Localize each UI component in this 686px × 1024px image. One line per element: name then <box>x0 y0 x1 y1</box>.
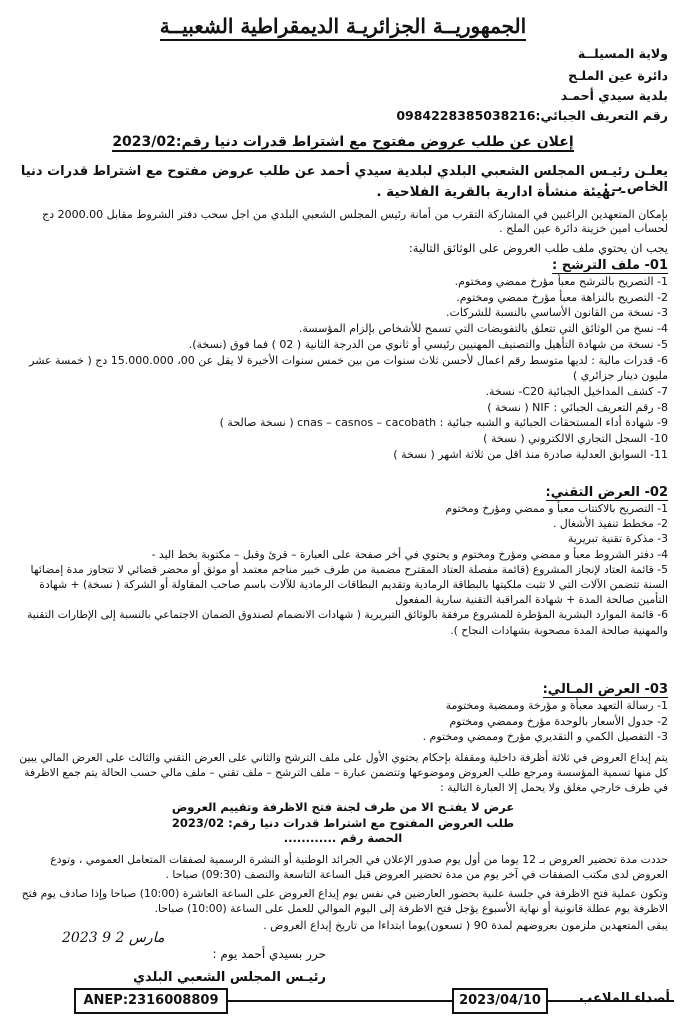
list-item: 1- التصريح بالاكتتاب معبأ و ممضي ومؤرخ ومختوم <box>445 502 668 515</box>
list-item: 7- كشف المداخيل الجبائية C20- نسخة. <box>485 384 668 398</box>
list-item: 10- السجل التجاري الالكتروني ( نسخة ) <box>483 432 668 446</box>
daira-label: دائرة عين الملـح <box>568 68 668 83</box>
list-item: 8- رقم التعريف الجبائي : NIF ( نسخة ) <box>487 400 668 414</box>
list-item: 3- التفصيل الكمي و التقديري مؤرخ وممضي ومختوم . <box>422 730 668 743</box>
envelope-line: طلب العروض المفتوح مع اشتراط قدرات دنيا رقم: 2023/02 <box>171 815 515 830</box>
list-item: 1- رسالة التعهد معبأة و مؤرخة وممضية ومختومة <box>445 699 668 712</box>
section-title: 01- ملف الترشح : <box>552 258 668 273</box>
envelope-line: عرض لا يفتـح الا من طرف لجنة فتح الاظرفة وتقييم العروض <box>171 800 515 814</box>
participation-text: بإمكان المتعهدين الراغبين في المشاركة التقرب من أمانة رئيس المجلس الشعبي البلدي من اجل سحب دفتر الشروط مقابل 2000.00 دج لحساب امين خزينة دائرة عين الملح . <box>42 208 668 235</box>
page-title: الجمهوريــة الجزائريـة الديمقراطية الشعبيــة <box>0 14 686 38</box>
newspaper-name: أصداء الملاعب <box>579 991 670 1006</box>
handwritten-date: 2023 مارس 2 9 <box>62 930 165 946</box>
list-item: 6- قدرات مالية : لديها متوسط رقم اعمال لأحسن ثلاث سنوات من بين خمس سنوات الأخيرة لا يقل عن 00، 15.000.000 دج ( خمسة عشر مليون دينار جزائري ) <box>29 353 668 383</box>
list-item: 4- دفتر الشروط معبأ و ممضي ومؤرخ ومختوم و يحتوي في أخر صفحة على العبارة – قرئ وقبل – مكتوبة بخط اليد - <box>151 547 668 561</box>
list-item: 1- التصريح بالترشح معبأ مؤرخ ممضي ومختوم. <box>454 275 668 288</box>
section-candidature <box>18 258 668 462</box>
footer-bar <box>74 988 674 1012</box>
signature-place-date: حرر بسيدي أحمد يوم : <box>212 947 326 961</box>
announcement-title: إعلان عن طلب عروض مفتوح مع اشتراط قدرات دنيا رقم:2023/02 <box>112 134 574 150</box>
anep-number: ANEP:2316008809 <box>74 988 228 1014</box>
list-item: 3- نسخة من القانون الأساسي بالنسبة للشركات. <box>446 306 668 320</box>
section-financial <box>18 682 668 745</box>
commune-label: بلدية سيدي أحمـد <box>560 88 668 103</box>
opening-text: وتكون عملية فتح الاظرفة في جلسة علنية بحضور العارضين في نفس يوم إيداع العروض على الساعة العاشرة (10:00) صباحا وإذا صادف يوم فتح الاظرفة يوم عطلة قانونية أو نهاية الأسبوع يؤجل فتح الاظرفة إلى اليوم الموالي للعمل على الساعة (10:00) صباحا. <box>21 887 668 915</box>
validity-text: يبقى المتعهدين ملزمون بعروضهم لمدة 90 ( تسعون)يوما ابتداءا من تاريخ إيداع العروض . <box>263 919 668 932</box>
nif-label: رقم التعريف الجبائي:0984228385038216 <box>396 108 668 123</box>
envelope-line: الحصة رقم ............ <box>283 831 403 845</box>
project-title: - تهيئة منشأة ادارية بالقرية الفلاحية . <box>376 184 626 200</box>
deadline-text: حددت مدة تحضير العروض بـ 12 يوما من أول يوم صدور الإعلان في الجرائد الوطنية أو النشرة الرسمية لصفقات المتعامل العمومي ، وتودع العروض لدى مكتب الصفقات في آخر يوم من مدة تحضير العروض قبل الساعة التاسعة والنصف (09:30) صباحا . <box>50 853 668 881</box>
list-item: 11- السوابق العدلية صادرة منذ اقل من ثلاثة اشهر ( نسخة ) <box>393 447 668 461</box>
list-item: 2- جدول الأسعار بالوحدة مؤرخ وممضي ومختوم <box>449 714 668 728</box>
intro-text: يعلـن رئيـس المجلس الشعبي البلدي لبلدية سيدي أحمد عن طلب عروض مفتوح مع اشتراط قدرات دنيا الخاص بـ : <box>20 164 668 195</box>
envelope-label <box>18 800 668 847</box>
wilaya-label: ولاية المسيلــة <box>577 46 668 61</box>
section-technical <box>18 485 668 638</box>
list-item: 9- شهادة أداء المستحقات الجبائية و الشبه جبائية : cnas – casnos – cacobath ( نسخة صالحة ) <box>219 416 668 430</box>
list-item: 4- نسخ من الوثائق التي تتعلق بالتفويضات التي تسمح للأشخاص بإلزام المؤسسة. <box>298 322 668 336</box>
list-item: 5- نسخة من شهادة التأهيل والتصنيف المهنيين رئيسي أو ثانوي من الدرجة الثانية ( 02 ) فما فوق (نسخة). <box>188 337 668 351</box>
deposit-text: يتم إيداع العروض في ثلاثة أظرفة داخلية ومقفلة بإحكام يحتوي الأول على ملف الترشح والثاني على العرض التقني والثالث على العرض المالي يبين كل منها تسمية المؤسسة ومرجع طلب العروض وموضوعها وتتضمن عبارة – ملف الترشح – ملف تقني – ملف مالي حسب الحالة يتم جمع الاظرفة في ظرف خارجي مغلق ولا يحمل إلا العبارة التالية : <box>19 751 668 794</box>
list-item: 2- التصريح بالنزاهة معبأ مؤرخ ممضي ومختوم. <box>456 290 668 304</box>
dossier-intro: يجب ان يحتوي ملف طلب العروض على الوثائق التالية: <box>408 241 668 255</box>
list-item: 3- مذكرة تقنية تبريرية <box>567 532 668 546</box>
footer-date: 2023/04/10 <box>452 988 548 1014</box>
signer-title: رئيـس المجلس الشعبي البلدي <box>133 970 326 985</box>
list-item: 2- مخطط تنفيذ الأشغال . <box>553 517 668 531</box>
section-title: 03- العرض المـالي: <box>542 682 668 697</box>
list-item: 6- قائمة الموارد البشرية المؤطرة للمشروع مرفقة بالوثائق التبريرية ( شهادات الانضمام لصندوق الضمان الاجتماعي بالنسبة إلى الإطارات التقنية والمهنية صالحة المدة مصحوبة بشهادات النجاح ). <box>26 608 668 637</box>
section-title: 02- العرض التقني: <box>545 485 668 500</box>
list-item: 5- قائمة العتاد لإنجاز المشروع (قائمة مفصلة العتاد المقترح مضمية من طرف خبير مناجم معتمد أو موثق أو محضر قضائي لا تتجاوز مدة إمضائها السنة تتضمن الآلات التي لا تثبت ملكيتها بالبطاقة الرمادية وتقديم البطاقات الرمادية للآلات باسم صاحب المقاولة أو الشركة ( نسخة) + شهادة التأمين صالحة المدة + شهادة المراقبة التقنية سارية المفعول <box>30 562 668 607</box>
